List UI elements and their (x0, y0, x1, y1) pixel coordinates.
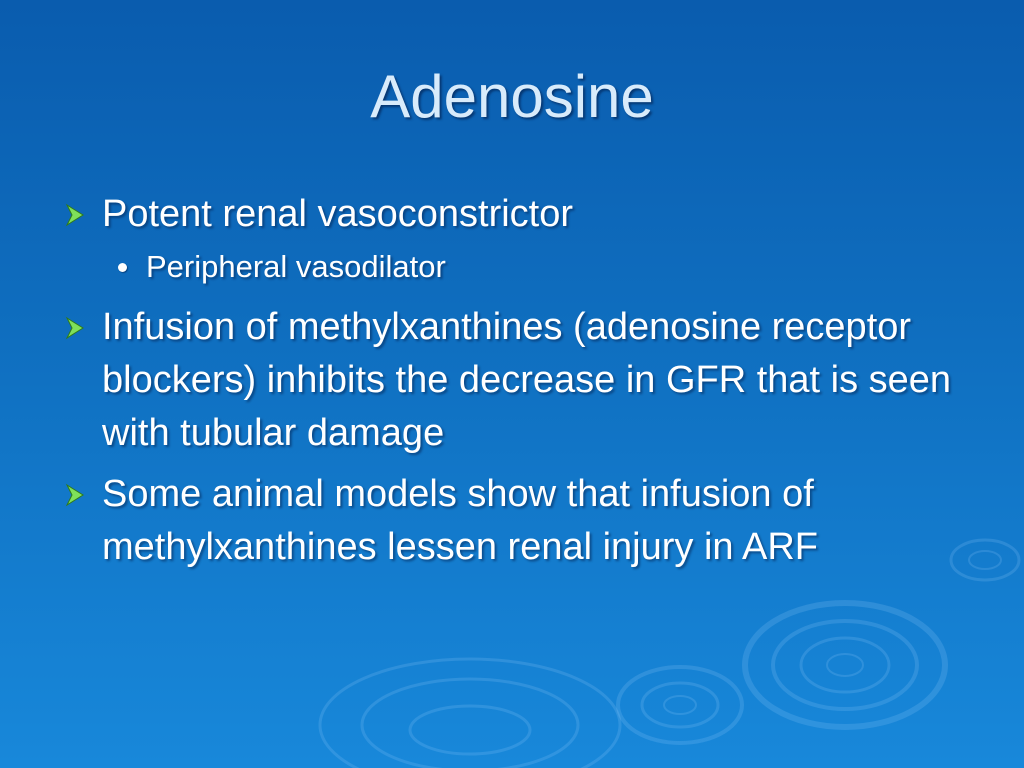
bullet-item (60, 468, 980, 574)
arrowhead-icon (60, 313, 90, 343)
bullet-text: Infusion of methylxanthines (adenosine receptor blockers) inhibits the decrease in GFR that is seen with tubular damage (102, 306, 952, 454)
bullet-text: Some animal models show that infusion of methylxanthines lessen renal injury in ARF (102, 473, 819, 568)
slide-title: Adenosine (370, 63, 654, 130)
bullet-text: Potent renal vasoconstrictor (102, 193, 574, 235)
arrowhead-icon (60, 480, 90, 510)
sub-bullet-text: Peripheral vasodilator (146, 249, 446, 284)
bullet-item (60, 188, 980, 241)
bullet-item (60, 301, 980, 460)
dot-icon (118, 263, 127, 272)
sub-bullet-item (60, 245, 980, 289)
arrowhead-icon (60, 200, 90, 230)
bullet-list (60, 188, 980, 582)
